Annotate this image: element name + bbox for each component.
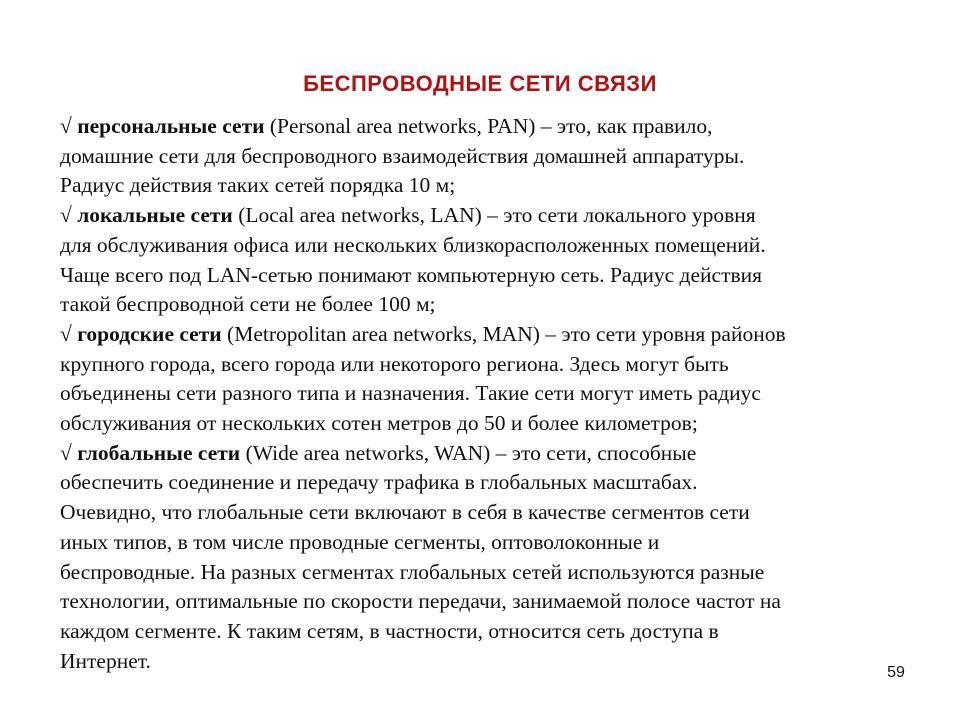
checkmark-icon: √ (60, 114, 78, 138)
term-label: локальные сети (77, 203, 233, 228)
text-line: такой беспроводной сети не более 100 м; (60, 292, 436, 317)
text-line: объединены сети разного типа и назначения. Такие сети могут иметь радиус (60, 381, 761, 406)
text-line: Чаще всего под LAN-сетью понимают компьютерную сеть. Радиус действия (60, 262, 763, 287)
text-line (60, 112, 916, 142)
checkmark-icon: √ (60, 440, 78, 465)
text-line: крупного города, всего города или некоторого региона. Здесь могут быть (60, 351, 729, 376)
list-item-pan (60, 112, 916, 201)
text-line (60, 439, 916, 469)
page-number: 59 (887, 664, 905, 681)
term-label: городские сети (77, 321, 222, 346)
term-label: глобальные сети (77, 440, 241, 465)
list-item-man (60, 320, 916, 439)
text-line (60, 320, 916, 350)
term-label: персональные сети (77, 114, 265, 138)
list-item-lan (60, 201, 916, 320)
text-line: обеспечить соединение и передачу трафика в глобальных масштабах. (60, 470, 698, 495)
checkmark-icon: √ (60, 321, 78, 346)
text-span: (Local area networks, LAN) – это сети локального уровня (232, 203, 756, 228)
text-line: Радиус действия таких сетей порядка 10 м; (60, 173, 456, 198)
text-line: иных типов, в том числе проводные сегменты, оптоволоконные и (60, 529, 660, 554)
text-line: обслуживания от нескольких сотен метров до 50 и более километров; (60, 411, 698, 436)
text-line: каждом сегменте. К таким сетям, в частности, относится сеть доступа в (60, 618, 719, 643)
text-line (60, 201, 916, 231)
text-span: (Wide area networks, WAN) – это сети, способные (240, 440, 697, 465)
text-line: домашние сети для беспроводного взаимодействия домашней аппаратуры. (60, 143, 745, 168)
checkmark-icon: √ (60, 203, 78, 228)
text-line: Интернет. (60, 648, 151, 673)
list-item-wan (60, 439, 916, 677)
slide-title: БЕСПРОВОДНЫЕ СЕТИ СВЯЗИ (303, 71, 657, 96)
text-span: (Metropolitan area networks, MAN) – это сети уровня районов (221, 321, 786, 346)
text-line: Очевидно, что глобальные сети включают в себя в качестве сегментов сети (60, 500, 750, 525)
text-line: технологии, оптимальные по скорости передачи, занимаемой полосе частот на (60, 589, 781, 614)
slide-body (60, 112, 916, 676)
text-span: (Personal area networks, PAN) – это, как правило, (264, 114, 713, 138)
text-line: для обслуживания офиса или нескольких близкорасположенных помещений. (60, 232, 766, 257)
text-line: беспроводные. На разных сегментах глобальных сетей используются разные (60, 559, 765, 584)
